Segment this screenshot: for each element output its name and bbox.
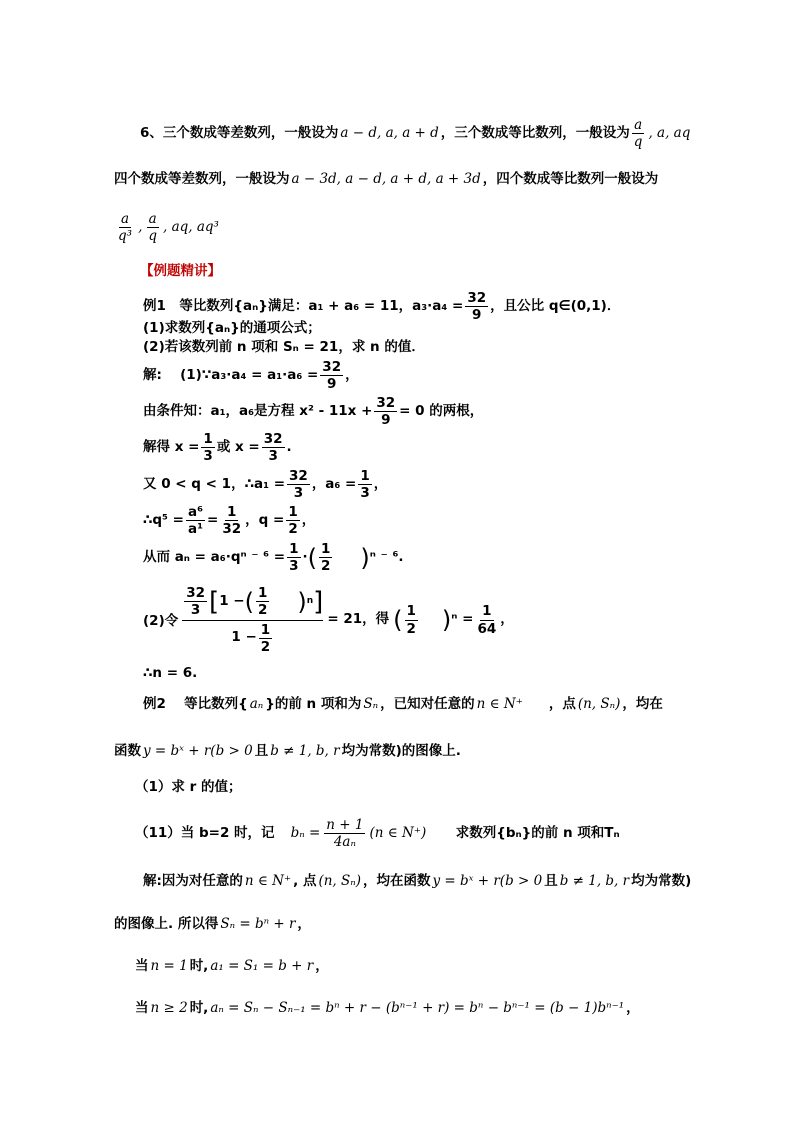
frac-den: 2 [257,602,268,619]
ex2-bn-frac [324,818,365,849]
frac-num: 1 [360,468,370,484]
ex2-s3-cond: n = 1 [150,958,188,974]
left-paren: ( [393,606,403,634]
frac-den: 9 [326,376,337,393]
frac-num: 1 [321,541,331,557]
geo4-rest: , aq, aq³ [163,218,219,235]
ex2-l2-b: 且 [254,743,269,759]
ex2-text-b: }的前 n 项和为 [265,696,362,712]
ex2-s1-d: 且 [544,873,558,889]
exponent-n: n [306,596,314,607]
sol7-eq: = 21，得 [327,611,390,628]
sol4-frac2 [358,469,371,500]
ex2-sn: Sₙ [363,696,379,712]
frac-den: 3 [289,558,299,575]
inner-frac [256,586,269,617]
sol5-mid: ，q = [245,511,285,528]
frac-den: 3 [293,485,304,502]
frac-num: a⁶ [187,504,204,520]
frac-num: 32 [289,468,308,484]
geo4-frac1 [116,212,134,243]
sol3-frac2 [262,432,285,463]
ex2-s3-a: 当 [135,958,149,974]
frac-num: 1 [406,603,416,620]
ex1-stmt: 例1 等比数列{aₙ}满足：a₁ + a₆ = 11，a₃·a₄ = [143,297,464,314]
ex2-point: (n, Sₙ) [577,696,621,712]
p6-text: 6、三个数成等差数列，一般设为 [140,124,339,141]
ex1-q2-text: (2)若该数列前 n 项和 Sₙ = 21，求 n 的值． [143,339,425,355]
big-frac-num [182,586,323,620]
frac-num: 1 [289,541,299,557]
frac-num: a [148,211,157,227]
left-paren: ( [244,587,254,616]
ex1-sol1 [143,360,359,391]
ex2-s1-pt: (n, Sₙ) [318,873,361,889]
frac-den: q [633,134,643,151]
ex2-s2-b: ， [297,916,311,932]
ex2-func: y = bˣ + r(b > 0 [143,743,253,759]
geo3-frac [632,118,645,149]
sol6-dot: · [302,548,308,565]
p6-line1 [140,118,692,149]
section-title [140,265,221,279]
sep: , [138,218,143,235]
ex2-s1-b: , 点 [293,873,317,889]
left-paren: ( [307,543,318,572]
p6-line3 [114,212,221,243]
p6-line2 [114,173,658,187]
ex2-s1-e: 均为常数) [631,873,692,889]
sol6-frac1 [287,542,300,573]
frac-den: 2 [406,620,416,637]
ex2-s4-c: ， [626,1000,640,1016]
sol7-eq2: ⁿ = [451,611,474,628]
sol7-r2-frac [475,604,498,635]
frac-num: 32 [263,431,283,447]
arith3-expr: a − d, a, a + d [340,124,439,141]
arith4-expr: a − 3d, a − d, a + d, a + 3d [291,171,481,187]
ex1-q1 [143,322,321,336]
sol2-text: 由条件知：a₁，a₆是方程 x² - 11x + [143,402,373,419]
ex2-q2-b: 求数列{bₙ}的前 n 项和Tₙ [442,824,620,841]
frac-num: 32 [467,290,487,306]
left-bracket: [ [209,586,220,617]
geo4-frac2 [146,212,159,243]
sol1-frac [320,360,343,391]
ex2-s2-a: 的图像上. 所以得 [114,916,219,932]
ex1-sol8 [143,667,197,681]
right-paren: ) [360,543,370,572]
bot-frac [259,623,272,654]
ex2-s1-cond: b ≠ 1, b, r [559,873,630,889]
ex2-bn-cond: (n ∈ N⁺) [369,824,427,841]
frac-den: 9 [472,307,482,324]
ex2-text-d: ，点 [548,696,576,712]
big-fraction [182,586,323,654]
sol5-text: ∴q⁵ = [143,511,184,528]
ex1-stmt-end: ，且公比 q∈(0,1)． [490,297,621,314]
ex2-s3-eq: a₁ = S₁ = b + r [210,958,314,974]
p6-mid-text: ，三个数成等比数列，一般设为 [440,124,630,141]
ex2-bn: bₙ = [290,824,321,841]
frac-den: 3 [190,602,201,619]
ex2-line2 [114,745,461,759]
frac-num: 1 [257,585,268,602]
ex2-s1-a: 解:因为对任意的 [143,873,243,889]
ex1-sol6 [143,542,404,573]
frac-den: 32 [222,521,242,538]
frac-num: 32 [186,585,206,602]
sol5-frac1 [186,505,205,536]
ex2-line1 [143,698,663,712]
frac-den: q³ [118,228,133,245]
frac-num: 1 [482,603,492,620]
ex2-sol3 [135,960,329,974]
sol4-mid: ，a₆ = [311,475,357,492]
geo3-rest: , a, aq [648,124,691,141]
sol3-end: . [286,438,292,455]
ex2-l2-c: 均为常数)的图像上. [341,743,461,759]
sol8-text: ∴n = 6. [143,665,198,681]
ex2-s1-c: ，均在函数 [363,873,431,889]
ex2-q2-a: （11）当 b=2 时，记 [135,824,275,841]
frac-den: 2 [288,521,298,538]
ex2-text-e: ，均在 [622,696,663,712]
ex2-s1-func: y = bˣ + r(b > 0 [432,873,543,889]
ex2-q1-text: （1）求 r 的值； [135,779,242,795]
frac-den: 3 [268,448,278,465]
ex2-s4-a: 当 [135,1000,149,1016]
ex2-s1-n: n ∈ N⁺ [244,873,292,889]
frac-num: 32 [322,359,342,375]
ex1-line1 [143,291,620,322]
frac-den: 3 [203,448,213,465]
sol4-text: 又 0 < q < 1，∴a₁ = [143,475,286,492]
ex2-cond: b ≠ 1, b, r [270,743,340,759]
ex2-s2-eq: Sₙ = bⁿ + r [220,916,296,932]
sol5-frac3 [286,505,299,536]
ex1-sol3 [143,432,292,463]
frac-num: a [634,117,643,133]
ex2-s3-c: ， [315,958,329,974]
ex2-s4-eq: aₙ = Sₙ − Sₙ₋₁ = bⁿ + r − (bⁿ⁻¹ + r) = bⁿ − bⁿ⁻¹ = (b − 1)bⁿ⁻¹ [210,1000,625,1016]
frac-den: 9 [381,412,391,429]
sol2-end: = 0 的两根， [399,402,484,419]
sol4-frac1 [287,469,310,500]
sol3-mid: 或 x = [216,438,260,455]
ex1-sol4 [143,469,387,500]
ex2-q2 [135,818,620,849]
ex2-an: aₙ [249,696,264,712]
section-title-text: 【例题精讲】 [140,263,221,279]
frac-den: 2 [321,558,331,575]
sol1-text: 解: (1)∵a₃·a₄ = a₁·a₆ = [143,366,319,383]
ex2-text-c: ，已知对任意的 [380,696,475,712]
sol1-end: ， [345,366,359,383]
ex1-q1-text: (1)求数列{aₙ}的通项公式； [143,320,321,336]
frac-num: 1 [260,621,271,638]
ex2-q1 [135,781,241,795]
sol2-frac [374,396,397,427]
sol7-end: ， [500,611,514,628]
ex2-s4-b: 时, [189,1000,209,1016]
frac-num: n + 1 [326,817,364,833]
right-paren: ) [297,587,307,616]
frac-den: 64 [477,620,497,637]
sol6-text: 从而 aₙ = a₆·qⁿ ⁻ ⁶ = [143,548,286,565]
frac-num: 32 [376,395,396,411]
frac-den: q [148,228,158,245]
ex1-q2 [143,341,425,355]
frac-num: 1 [203,431,213,447]
ex2-sol4 [135,1002,640,1016]
ex1-sol5 [143,505,315,536]
frac-den: a¹ [187,521,204,538]
sol4-end: ， [373,475,388,492]
ex1-sol7 [143,580,514,660]
ex1-frac [465,291,488,322]
sol3-text: 解得 x = [143,438,200,455]
sol5-end: ， [301,511,316,528]
ex2-text-a: 例2 等比数列{ [143,696,248,712]
right-paren: ) [441,606,452,634]
frac-num: a [121,211,130,227]
p6b-text: 四个数成等差数列，一般设为 [114,171,290,187]
one-minus-bottom: 1 − [231,629,257,646]
p6b-mid-text: ，四个数成等比数列一般设为 [482,171,659,187]
frac-num: 1 [288,504,298,520]
sol6-frac2 [319,542,332,573]
sol3-frac1 [201,432,214,463]
ex1-sol2 [143,396,483,427]
frac-num: 1 [227,504,237,520]
one-minus: 1 − [219,593,245,610]
ex2-s3-b: 时, [189,958,209,974]
right-bracket: ] [313,586,324,617]
ex2-s4-cond: n ≥ 2 [150,1000,188,1016]
frac-den: 3 [360,485,370,502]
ex2-l2-a: 函数 [114,743,141,759]
ex2-sol2 [114,918,311,932]
big-frac-den [231,621,274,654]
frac-den: 2 [260,638,271,655]
ex2-sol1 [143,875,691,889]
ex2-n-in-N: n ∈ N⁺ [476,696,523,712]
sol6-end: ⁿ ⁻ ⁶. [369,548,404,565]
frac-den: 4aₙ [333,834,356,851]
sol5-frac2 [220,505,243,536]
sol5-eq: = [207,511,219,528]
sol7-pre: (2)令 [143,613,179,630]
sol7-r-frac [405,604,418,635]
top-frac [184,586,207,617]
